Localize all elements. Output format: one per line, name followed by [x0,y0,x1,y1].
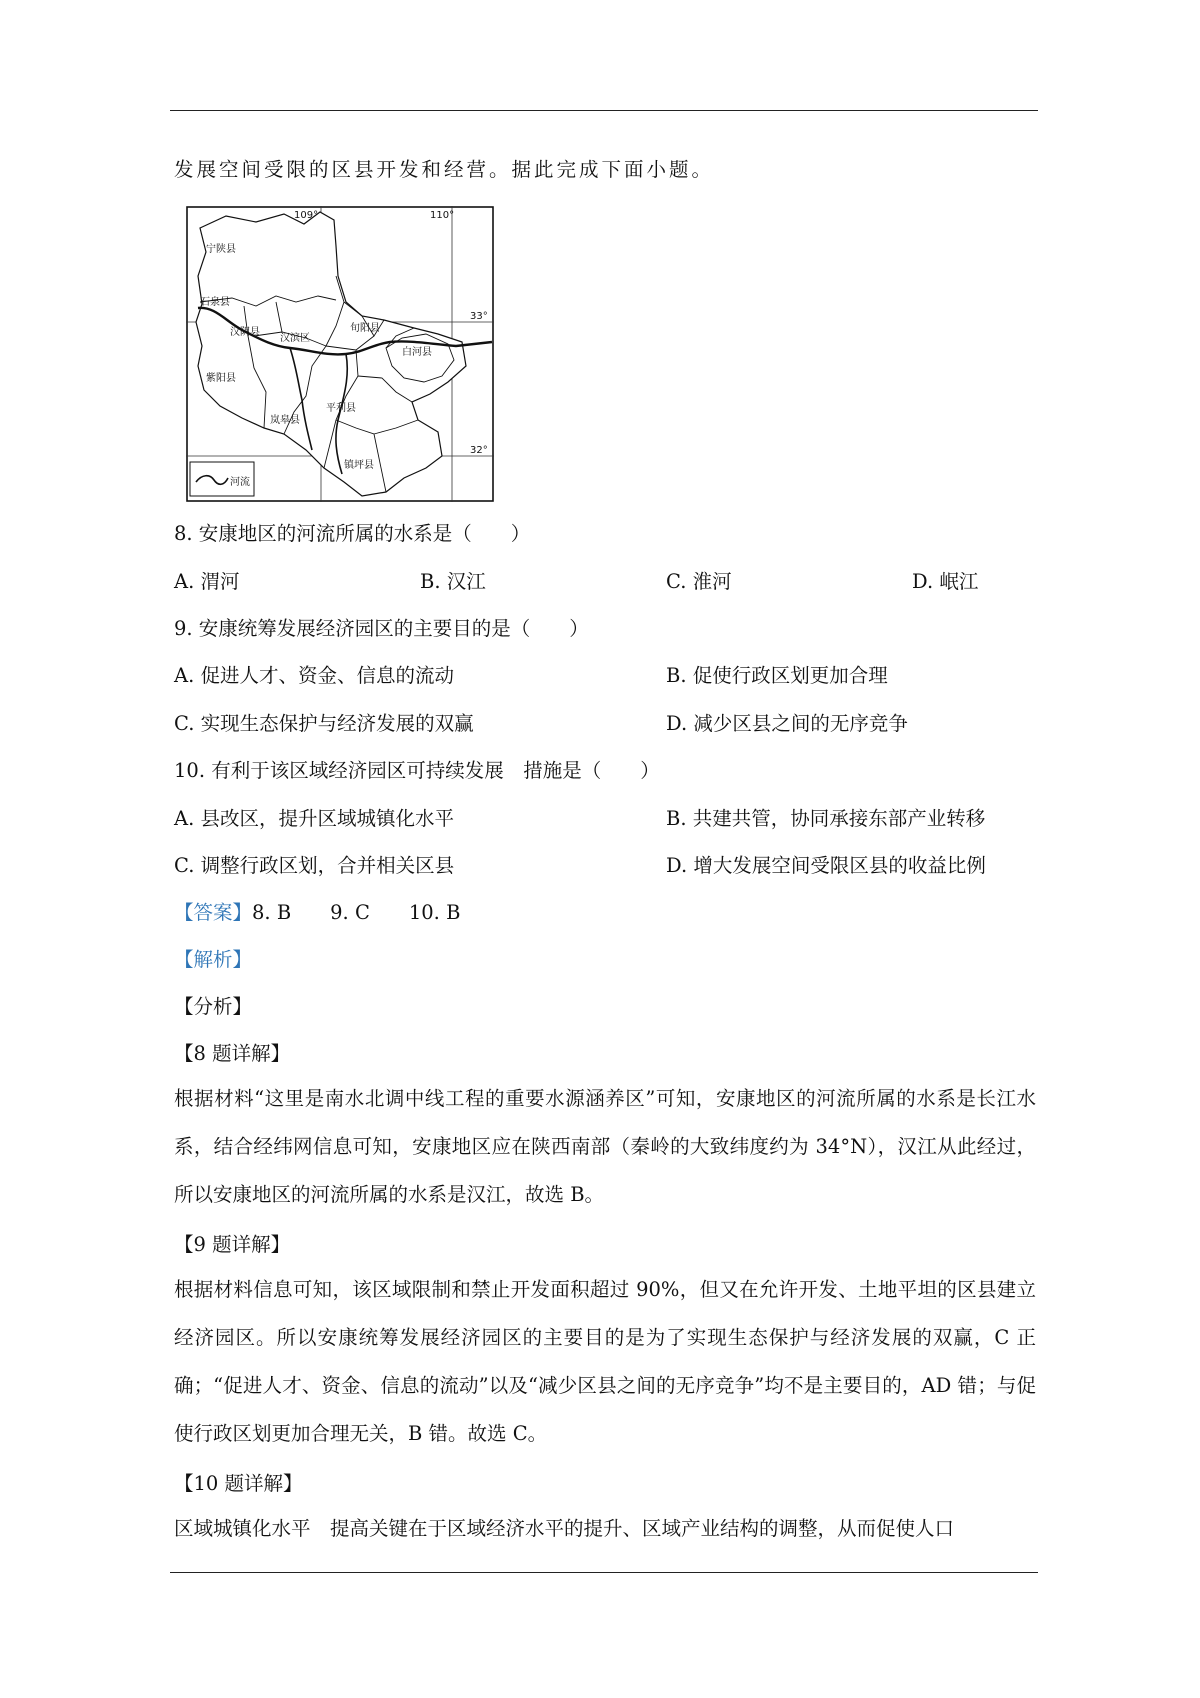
district-label: 岚皋县 [270,415,300,426]
q10-option-b: B. 共建共管，协同承接东部产业转移 [666,807,986,830]
q10-option-c: C. 调整行政区划，合并相关区县 [174,854,455,877]
q8-option-d: D. 岷江 [912,570,979,593]
question-9-stem: 9. 安康统筹发展经济园区的主要目的是（ ） [174,617,589,640]
q9-option-c: C. 实现生态保护与经济发展的双赢 [174,712,474,735]
q9-option-a: A. 促进人才、资金、信息的流动 [174,664,454,687]
q10-option-a: A. 县改区，提升区域城镇化水平 [174,807,454,830]
q8-detail-heading: 【8 题详解】 [174,1042,291,1065]
q9-detail-text: 根据材料信息可知，该区域限制和禁止开发面积超过 90%，但又在允许开发、土地平坦的区县建立经济园区。所以安康统筹发展经济园区的主要目的是为了实现生态保护与经济发展的双赢，C 正确；“促进人才、资金、信息的流动”以及“减少区县之间的无序竞争”均不是主要目的，AD 错；与促使行政区划更加合理无关，B 错。故选 C。 [174,1278,1036,1445]
legend-river-label: 河流 [230,477,250,488]
district-label: 汉滨区 [280,333,310,344]
q10-detail-text: 区域城镇化水平 提高关键在于区域经济水平的提升、区域产业结构的调整，从而促使人口 [174,1517,955,1540]
district-label: 平利县 [326,403,356,414]
district-label: 紫阳县 [206,373,236,384]
answer-label: 【答案】 [174,901,253,924]
question-10-stem: 10. 有利于该区域经济园区可持续发展 措施是（ ） [174,759,660,782]
district-label: 旬阳县 [350,323,380,334]
answer-line [174,899,460,927]
q8-option-b: B. 汉江 [420,570,486,593]
q9-option-d: D. 减少区县之间的无序竞争 [666,712,908,735]
district-label: 白河县 [402,347,432,358]
top-rule [170,110,1038,111]
bottom-rule [170,1572,1038,1573]
q10-detail-heading: 【10 题详解】 [174,1472,303,1495]
question-8-stem: 8. 安康地区的河流所属的水系是（ ） [174,522,531,545]
ankang-map [186,206,494,502]
analysis-label: 【解析】 [174,948,253,971]
district-label: 镇坪县 [344,460,374,471]
lat-label-33: 33° [470,311,488,322]
intro-line: 发展空间受限的区县开发和经营。据此完成下面小题。 [174,158,715,181]
district-label: 汉阴县 [230,327,260,338]
q8-option-a: A. 渭河 [174,570,240,593]
q10-option-d: D. 增大发展空间受限区县的收益比例 [666,854,986,877]
q9-option-b: B. 促使行政区划更加合理 [666,664,888,687]
q9-detail-heading: 【9 题详解】 [174,1233,291,1256]
district-label: 石泉县 [200,297,230,308]
q8-detail-text: 根据材料“这里是南水北调中线工程的重要水源涵养区”可知，安康地区的河流所属的水系是长江水系，结合经纬网信息可知，安康地区应在陕西南部（秦岭的大致纬度约为 34°N），汉江从此经过，所以安康地区的河流所属的水系是汉江，故选 B。 [174,1087,1036,1206]
lon-label-109: 109° [294,210,319,221]
fenxi-label: 【分析】 [174,995,253,1018]
district-label: 宁陕县 [206,244,236,255]
lat-label-32: 32° [470,445,488,456]
answer-text: 8. B 9. C 10. B [252,901,461,924]
lon-label-110: 110° [430,210,455,221]
q8-option-c: C. 淮河 [666,570,732,593]
